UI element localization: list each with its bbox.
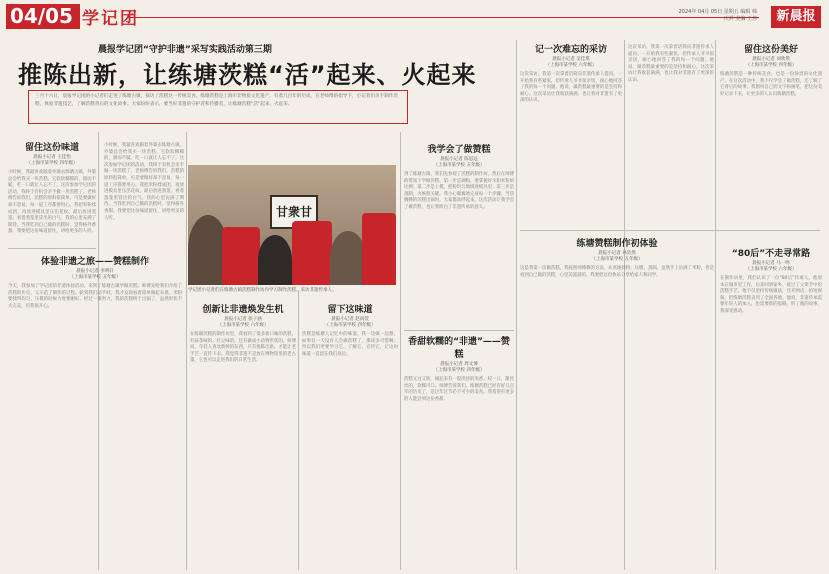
article-body: 这是我第一次做茨糕。我按照师傅教的方法，认真地揉粉、压模、蒸制。虽然手上沾满了米粉，但是看到自己做的茨糕，心里美滋滋的。我要把这份快乐分享给家人和同学。 — [520, 266, 714, 278]
article-body: 小时候，我最喜欢跟着外婆去练塘古镇，外婆总会给我买一块茨糕。它软软糯糯的，甜而不腻，吃一口就让人忘不了。这次参加学记团的活动，我终于有机会亲手做一块茨糕了。老师傅告诉我们，茨糕的原料很简单，可是要做好却不容易，每一道工序都要用心。我把米粉揉成团，再放进模具里压出花纹，最后放进蒸笼。看着蒸笼里冒出的白气，我的心里充满了期待。当我吃到自己做的茨糕时，觉得格外香甜。我要把这份味道留住，讲给更多的人听。 — [104, 143, 184, 221]
article-body: 在制作坊里，我们认识了一位“80后”传承人。他原本在城市里工作，后来回到家乡，接过了父辈手中的茨糕手艺。他不仅坚持传统做法，还开网店、拍短视频，把练塘茨糕卖到了全国各地。他说，非遗传承需要年轻人的加入，也需要新的思路。听了他的故事，我深受感动。 — [720, 276, 822, 314]
article-8 — [520, 236, 714, 570]
article-body: 茨糕又白又软，闻起来有一股淡淡的米香。咬一口，甜丝丝的，软糯可口。师傅告诉我们，练塘茨糕已经有好几百年的历史了，是过年过节必不可少的美食。我希望有更多的人能尝到这份香甜。 — [404, 377, 514, 402]
article-10 — [720, 246, 822, 570]
page-header — [0, 0, 829, 34]
article-4 — [302, 302, 398, 570]
article-title: “80后”不走寻常路 — [731, 249, 811, 259]
photo-figure — [222, 227, 260, 285]
article-byline: 晨报小记者 刘欣然 （上海市某学校 四年级） — [745, 57, 797, 68]
article-body: 练塘茨糕是一种传统美食，也是一份珍贵的文化遗产。在这次活动中，我不仅学会了做茨糕，还了解了它背后的故事。我想用自己的文字和画笔，把这份美好记录下来，让更多的人认识练塘茨糕。 — [720, 72, 822, 97]
intro-box: 三月十六日，晨报学记团的小记者们走进了练塘古镇，探访了茨糕这一传统美食。练塘茨糕是上海市非物质文化遗产，有着几百年的历史。在老师傅的指导下，小记者们亲手制作茨糕，体验非遗技艺，了解茨糕背后的文化故事。大家纷纷表示，要当好非遗的守护者和传播者，让练塘茨糕“活”起来、火起来。 — [28, 90, 408, 124]
article-2 — [8, 254, 182, 570]
newspaper-logo: 新晨报 — [771, 6, 821, 28]
article-7 — [520, 42, 622, 228]
article-byline: 晨报小记者 李明轩 （上海市某学校 五年级） — [69, 269, 121, 280]
article-1 — [8, 140, 96, 244]
photo-figure — [362, 213, 396, 285]
photo-sign: 甘衆甘 — [270, 195, 318, 229]
article-byline: 晨报小记者 赵雨萱 （上海市某学校 四年级） — [324, 317, 376, 328]
article-6 — [404, 334, 514, 570]
article-body: 小时候，我最喜欢跟着外婆去练塘古镇，外婆总会给我买一块茨糕。它软软糯糯的，甜而不腻，吃一口就让人忘不了。这次参加学记团的活动，我终于有机会亲手做一块茨糕了。老师傅告诉我们，茨糕的原料很简单，可是要做好却不容易，每一道工序都要用心。我把米粉揉成团，再放进模具里压出花纹，最后放进蒸笼。看着蒸笼里冒出的白气，我的心里充满了期待。当我吃到自己做的茨糕时，觉得格外香甜。我要把这份味道留住，讲给更多的人听。 — [8, 170, 96, 235]
article-body: 到了练塘古镇，我们先参观了茨糕的制作坊，然后在师傅的带领下学做茨糕。第一步是调粉，要掌握好水和米粉的比例；第二步是上模，把粉均匀地填进模具里；第三步是蒸制，火候很关键。我小心翼翼地完成每一个步骤，当热腾腾的茨糕出锅时，大家都欢呼起来。这次活动让我学会了做茨糕，也让我明白了非遗传承的意义。 — [404, 172, 514, 210]
article-byline: 晨报小记者 王佳怡 （上海市某学校 四年级） — [26, 155, 78, 166]
article-byline: 晨报小记者 孙浩然 （上海市某学校 五年级） — [591, 251, 643, 262]
article-5 — [404, 142, 514, 328]
photo-figure — [330, 231, 366, 285]
column-rule — [400, 132, 401, 570]
kicker: 晨报学记团“守护非遗”采写实践活动第三期 — [98, 45, 272, 55]
article-byline: 晨报小记者 马一鸣 （上海市某学校 六年级） — [745, 261, 797, 272]
column-rule — [715, 40, 716, 570]
article-1-continued — [104, 140, 184, 250]
article-body: 茨糕是练塘人记忆中的味道。我一边做一边想，如果有一天没有人会做茨糕了，那该多可惜啊。所以我们更要学习它、了解它、宣传它，让这份味道一直留在我们身边。 — [302, 332, 398, 357]
article-byline: 晨报小记者 张子涵 （上海市某学校 六年级） — [217, 317, 269, 328]
article-title: 我学会了做赞糕 — [427, 145, 491, 155]
article-title: 练塘赞糕制作初体验 — [576, 239, 658, 249]
article-byline: 晨报小记者 周文博 （上海市某学校 四年级） — [433, 362, 485, 373]
article-title: 留住这份美好 — [743, 45, 798, 55]
photo-figure — [292, 221, 332, 285]
photo-caption: 学记团小记者们在练塘古镇茨糕制作坊内学习制作茨糕、采访非遗传承人。 — [188, 288, 337, 293]
article-body: 在练塘茨糕的制作坊里，我看到了很多新口味的茨糕，有抹茶味的、红豆味的，还有做成小动物形状的。师傅说，年轻人喜欢新鲜的东西，只有推陈出新，才能让老手艺一直传下去。我觉得非遗不是放在博物馆里的老古董，它也可以走进我们的日常生活。 — [190, 332, 296, 364]
article-body: 这次采访，我第一次拿着话筒向非遗传承人提问。一开始我有些紧张，但传承人爷爷很亲切，耐心地回答了我的每一个问题。他说，做茨糕最重要的是坚持和耐心。这次采访让我收获满满，也让我对非遗有了更深的认识。 — [520, 72, 622, 104]
article-title: 记一次难忘的采访 — [534, 45, 607, 55]
section-title: 学记团 — [82, 9, 139, 29]
page-date: 04/05 — [6, 4, 80, 29]
article-9 — [720, 42, 822, 242]
article-3 — [190, 302, 296, 570]
column-rule — [186, 132, 187, 570]
article-title: 留下这味道 — [327, 305, 373, 315]
issue-info: 2024年 04月 05日 星期五 编辑 韩庆祥 美编 王伟 — [678, 9, 757, 22]
article-7-continued — [628, 42, 714, 228]
headline: 推陈出新，让练塘茨糕“活”起来、火起来 — [18, 61, 477, 89]
article-body: 这次采访，我第一次拿着话筒向非遗传承人提问。一开始我有些紧张，但传承人爷爷很亲切，耐心地回答了我的每一个问题。他说，做茨糕最重要的是坚持和耐心。这次采访让我收获满满，也让我对非遗有了更深的认识。 — [628, 45, 714, 83]
article-title: 香甜软糯的“非遗”——赞糕 — [408, 337, 510, 360]
article-title: 体验非遗之旅——赞糕制作 — [40, 257, 149, 267]
header-rule — [128, 17, 759, 18]
article-title: 留住这份味道 — [24, 143, 79, 153]
column-rule — [298, 290, 299, 570]
article-byline: 晨报小记者 陈思远 （上海市某学校 五年级） — [433, 157, 485, 168]
row-rule — [8, 248, 96, 249]
article-photo — [188, 165, 396, 285]
article-body: 今天，我参加了学记团的非遗体验活动，来到了练塘古镇学做茨糕。师傅先给我们介绍了茨糕的历史，又示范了制作的过程。轮到我们动手时，我才发现看着简单做起来难。米粉要揉得均匀，压模的时候力度要刚好。经过一番努力，我的茨糕终于出锅了，虽然形状不太完美，但我很开心。 — [8, 284, 182, 309]
article-byline: 晨报小记者 吴佳琪 （上海市某学校 六年级） — [545, 57, 597, 68]
row-rule — [404, 330, 514, 331]
article-title: 创新让非遗焕发生机 — [202, 305, 284, 315]
photo-figure — [258, 235, 292, 285]
column-rule — [516, 40, 517, 570]
